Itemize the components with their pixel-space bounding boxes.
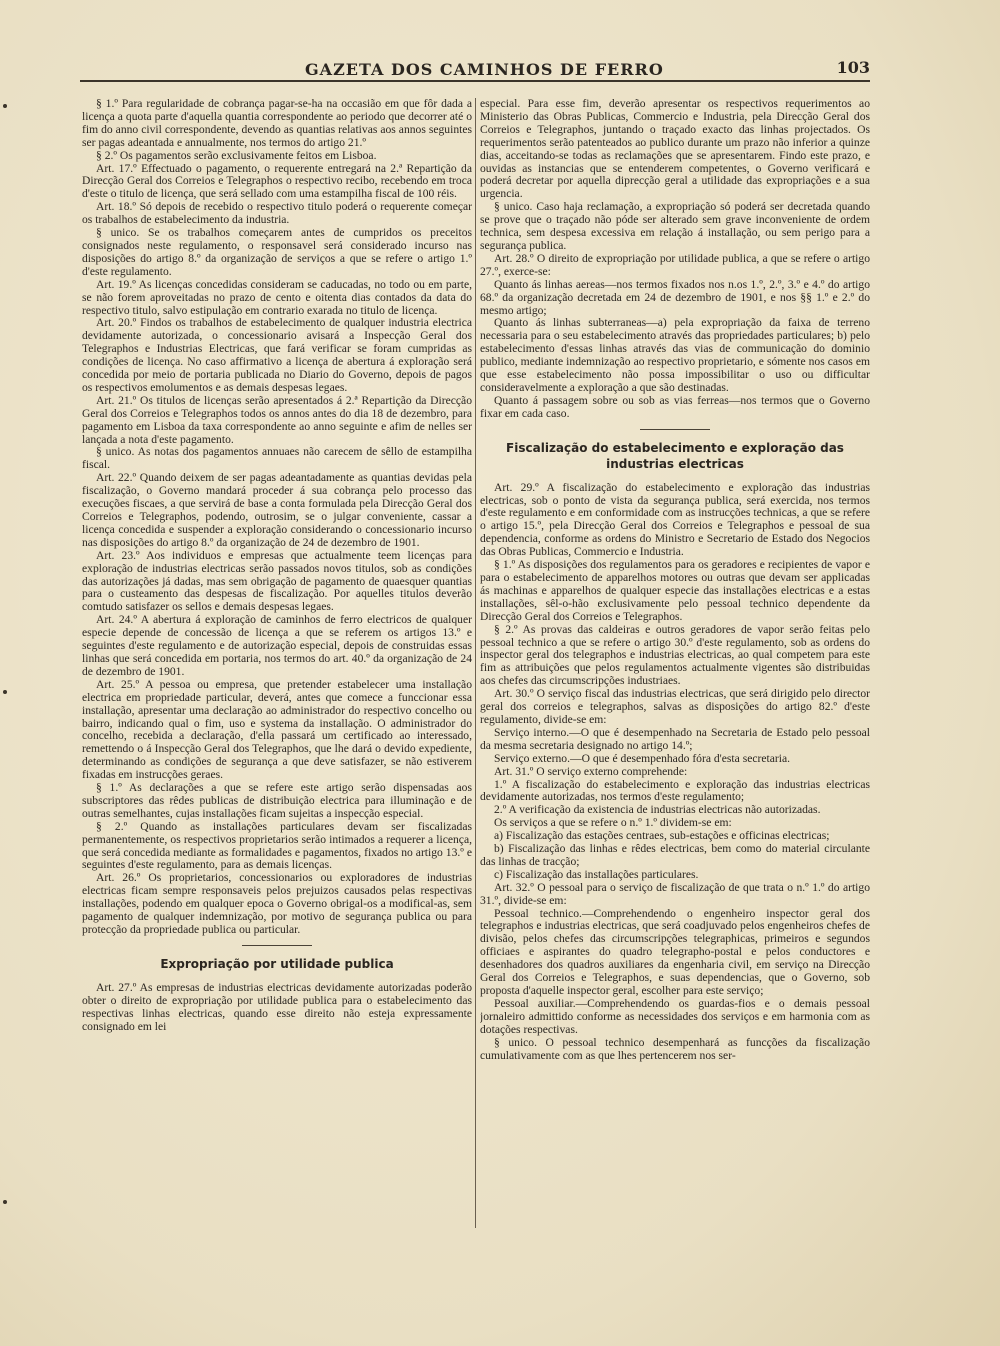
section-heading-expropriacao: Expropriação por utilidade publica — [160, 956, 394, 971]
paragraph: Quanto ás linhas aereas—nos termos fixados nos n.os 1.º, 2.º, 3.º e 4.º do artigo 68.º da organização decretada em 24 de dezembro de 1901, e nos §§ 1.º e 2.º do mesmo artigo; — [480, 277, 870, 317]
paragraph: Art. 21.º Os titulos de licenças serão apresentados á 2.ª Repartição da Direcção Geral dos Correios e Telegraphos todos os annos antes do dia 18 de dezembro, para pagamento em Lisboa da taxa correspondente ao anno seguinte e afim de nelles ser lançada a nota d'este pagamento. — [82, 393, 472, 446]
paragraph: § unico. O pessoal technico desempenhará as funcções da fiscalização cumulativamente com as que lhes pertencerem nos ser- — [480, 1035, 870, 1062]
paragraph: Art. 32.º O pessoal para o serviço de fiscalização de que trata o n.º 1.º do artigo 31.º, divide-se em: — [480, 880, 870, 907]
paragraph: § 2.º Quando as installações particulares devam ser fiscalizadas permanentemente, os respectivos proprietarios serão intimados a requerer a licença, que será concedida mediante as formalidades e pagamentos, fixados no artigo 13.º e seguintes d'este regulamento, para as demais licenças. — [82, 819, 472, 872]
paragraph: c) Fiscalização das installações particulares. — [494, 867, 699, 881]
running-title: GAZETA DOS CAMINHOS DE FERRO — [305, 60, 664, 79]
paragraph: b) Fiscalização das linhas e rêdes electricas, bem como do material circulante das linhas de tracção; — [480, 842, 870, 868]
paragraph: Serviço interno.—O que é desempenhado na Secretaria de Estado pelo pessoal da mesma secretaria designado no artigo 14.º; — [480, 725, 870, 752]
paragraph: § 1.º As disposições dos regulamentos para os geradores e recipientes de vapor e para o estabelecimento de apparelhos motores ou outras que devam ser applicadas ás machinas e apparelhos de qualquer especie das installações electricas e a estas installações, sêl-o-hão exclusivamente pelo pessoal technico dependente da Direcção Geral dos Correios e Telegraphos. — [480, 558, 870, 623]
margin-punch-mark — [3, 690, 7, 694]
paragraph: Art. 23.º Aos individuos e empresas que actualmente teem licenças para exploração de industrias electricas serão passados novos titulos, sob as condições das autorizações já dadas, mas sem obrigação de pagamento de quaesquer quantias para o custeamento das despesas de fiscalização. Por aquelles titulos deverão comtudo satisfazer os sellos e demais despesas legaes. — [82, 548, 472, 614]
paragraph: § 2.º As provas das caldeiras e outros geradores de vapor serão feitas pelo pessoal technico a que se refere o artigo 30.º d'este regulamento, sob as ordens do inspector geral dos telegraphos e industrias electricas, ao qual competem para este fim as attribuições que pelos regulamentos actualmente vigentes são distribuidas aos chefes das circumscripções industriaes. — [480, 622, 870, 688]
paragraph: 1.º A fiscalização do estabelecimento e exploração das industrias electricas devidamente autorizadas, nos termos d'este regulamento; — [480, 777, 870, 804]
paragraph: Art. 29.º A fiscalização do estabelecimento e exploração das industrias electricas, sob o ponto de vista da segurança publica, será exercida, nos termos d'este regulamento e em conformidade com as instrucções technicas, a que se refere o artigo 15.º, pela Direcção Geral dos Correios e Telegraphos e pessoal de sua dependencia, conforme as ordens do Ministro e Secretario de Estado dos Negocios das Obras Publicas, Commercio e Industria. — [480, 480, 870, 559]
paragraph: Pessoal technico.—Comprehendendo o engenheiro inspector geral dos telegraphos e industrias electricas, que será coadjuvado pelos engenheiros chefes de divisão, pelos chefes das circumscripções telegraphicas, primeiros e segundos officiaes e aspirantes do quadro telegrapho-postal e pelos conductores e desenhadores dos quadros auxiliares da engenharia civil, em serviço na Direcção Geral dos Correios e Telegraphos, e suas dependencias, que o Governo, sob proposta d'aquelle inspector geral, escolher para este serviço; — [480, 906, 870, 997]
paragraph: Art. 28.º O direito de expropriação por utilidade publica, a que se refere o artigo 27.º, exerce-se: — [480, 251, 870, 278]
paragraph: Os serviços a que se refere o n.º 1.º dividem-se em: — [494, 816, 732, 830]
paragraph: Art. 30.º O serviço fiscal das industrias electricas, que será dirigido pelo director geral dos correios e telegraphos, salvas as disposições do artigo 82.º d'este regulamento, divide-se em: — [480, 687, 870, 726]
paragraph: Art. 18.º Só depois de recebido o respectivo titulo poderá o requerente começar os trabalhos de estabelecimento da industria. — [82, 200, 472, 227]
paragraph: Art. 31.º O serviço externo comprehende: — [494, 764, 688, 778]
paragraph: Art. 27.º As empresas de industrias electricas devidamente autorizadas poderão obter o direito de expropriação por utilidade publica para o estabelecimento das respectivas linhas electricas, quando esse direito não esteja expressamente consignado em lei — [82, 980, 472, 1033]
left-column — [82, 98, 472, 1228]
paragraph: Serviço externo.—O que é desempenhado fóra d'esta secretaria. — [494, 751, 790, 765]
section-rule — [242, 945, 312, 946]
paragraph: § 1.º Para regularidade de cobrança pagar-se-ha na occasião em que fôr dada a licença a quota parte d'aquella quantia correspondente ao periodo que decorrer até o fim do anno civil correspondente, devendo as quantias relativas aos annos seguintes ser pagas adeantada e annualmente, nos termos do artigo 21.º — [82, 98, 472, 149]
paragraph: Quanto ás linhas subterraneas—a) pela expropriação da faixa de terreno necessaria para o seu estabelecimento através das propriedades particulares; b) pelo estabelecimento d'essas linhas através das vias de communicação do dominio publico, mediante indemnização ao respectivo proprietario, e sómente nos casos em que esse estabelecimento não possa impossibilitar o uso ou difficultar consideravelmente a exploração a que são destinadas. — [480, 316, 870, 394]
paragraph: Art. 19.º As licenças concedidas consideram se caducadas, no todo ou em parte, se não forem aproveitadas no prazo de cento e oitenta dias contados da data do respectivo titulo, salvo estipulação em contrario exarada no titulo de licença. — [82, 277, 472, 317]
right-column — [480, 98, 870, 1228]
paragraph: Pessoal auxiliar.—Comprehendendo os guardas-fios e o demais pessoal jornaleiro admittido conforme as necessidades dos serviços e em harmonia com as dotações respectivas. — [480, 996, 870, 1036]
paragraph: 2.º A verificação da existencia de industrias electricas não autorizadas. — [494, 803, 821, 817]
header-rule — [80, 80, 870, 82]
paragraph: especial. Para esse fim, deverão apresentar os respectivos requerimentos ao Ministerio das Obras Publicas, Commercio e Industria, pela Direcção Geral dos Correios e Telegraphos, juntando o traçado exacto das linhas projectados. Os requerimentos serão patenteados ao publico durante um prazo não inferior a quinze dias, acceitando-se todas as reclamações que se apresentarem. Findo este prazo, e ouvidas as instancias que se entenderem competentes, o Governo verificará e poderá decretar por aquella diprecção geral a utilidade das expropriações e a sua urgencia. — [480, 98, 870, 201]
paragraph: Art. 24.º A abertura á exploração de caminhos de ferro electricos de qualquer especie depende de concessão de licença a que se referem os artigos 13.º e seguintes d'este regulamento e de autorização especial, depois de construidas essas linhas que será concedida em portaria, nos termos do art. 40.º da organização de 24 de dezembro de 1901. — [82, 613, 472, 678]
paragraph: § 1.º As declarações a que se refere este artigo serão dispensadas aos subscriptores das rêdes publicas de distribuição electrica para illuminação e de outras semelhantes, cujas installações ficam sujeitas a inspecção especial. — [82, 781, 472, 820]
page-number: 103 — [836, 58, 870, 77]
paragraph: § unico. Se os trabalhos começarem antes de cumpridos os preceitos consignados neste regulamento, o responsavel será considerado incurso nas disposições do artigo 8.º da organização de serviços a que se refere o artigo 1.º d'este regulamento. — [82, 226, 472, 278]
column-divider — [475, 98, 476, 1228]
paragraph: Quanto á passagem sobre ou sob as vias ferreas—nos termos que o Governo fixar em cada caso. — [480, 393, 870, 420]
page-header — [80, 54, 870, 80]
paragraph: § unico. Caso haja reclamação, a expropriação só poderá ser decretada quando se prove que o traçado não póde ser alterado sem grave inconveniente de ordem technica, sem despesa excessiva em relação á installação, ou sem perigo para a segurança publica. — [480, 200, 870, 252]
paragraph: a) Fiscalização das estações centraes, sub-estações e officinas electricas; — [494, 829, 830, 843]
margin-punch-mark — [3, 104, 7, 108]
section-rule — [640, 429, 710, 430]
paragraph: Art. 26.º Os proprietarios, concessionarios ou exploradores de industrias electricas ficam sempre responsaveis pelos prejuizos causados pelas respectivas installações, podendo em qualquer epoca o Governo obrigal-os a modifical-as, sem pagamento de qualquer indemnização, por motivo de segurança publica ou para protecção da propriedade publica ou particular. — [82, 871, 472, 936]
paragraph: Art. 17.º Effectuado o pagamento, o requerente entregará na 2.ª Repartição da Direcção Geral dos Correios e Telegraphos o respectivo recibo, recebendo em troca d'este o titulo de licença, que será sellado com uma estampilha fiscal de 100 réis. — [82, 161, 472, 201]
paragraph: Art. 25.º A pessoa ou empresa, que pretender estabelecer uma installação electrica em propriedade particular, deverá, antes que comece a funccionar essa installação, apresentar uma declaração ao administrador do respectivo concelho ou bairro, indicando qual o fim, uso e systema da installação. O administrador do concelho, recebida a declaração, d'ella passará um certificado ao interessado, remettendo o á Inspecção Geral dos Telegraphos, que lhe dará o devido expediente, determinando as condições de segurança a que deve satisfazer, se não estiverem fixadas em instrucções geraes. — [82, 677, 472, 782]
section-heading-fiscalizacao: Fiscalização do estabelecimento e exploração das industrias electricas — [506, 440, 844, 471]
paragraph: Art. 20.º Findos os trabalhos de estabelecimento de qualquer industria electrica devidamente autorizada, o concessionario avisará a Inspecção Geral dos Telegraphos e Industrias Electricas, que fará verificar se foram cumpridas as condições de licença. No caso affirmativo a licença de abertura á exploração será concedida por meio de portaria publicada no Diario do Governo, depois de pagos os respectivos emolumentos e as demais despesas legaes. — [82, 316, 472, 394]
paragraph: Art. 22.º Quando deixem de ser pagas adeantadamente as quantias devidas pela fiscalização, o Governo mandará proceder á sua cobrança pelo processo das execuções fiscaes, a que servirá de base a conta formulada pela Direcção Geral dos Correios e Telegraphos, podendo, outrosim, se o julgar conveniente, cassar a licença concedida e suspender a exploração considerando o concessionario incurso nas disposições do artigo 8.º da organização de 24 de dezembro de 1901. — [82, 471, 472, 549]
paragraph: § unico. As notas dos pagamentos annuaes não carecem de sêllo de estampilha fiscal. — [82, 445, 472, 472]
paragraph: § 2.º Os pagamentos serão exclusivamente feitos em Lisboa. — [96, 148, 377, 162]
margin-punch-mark — [3, 1200, 7, 1204]
